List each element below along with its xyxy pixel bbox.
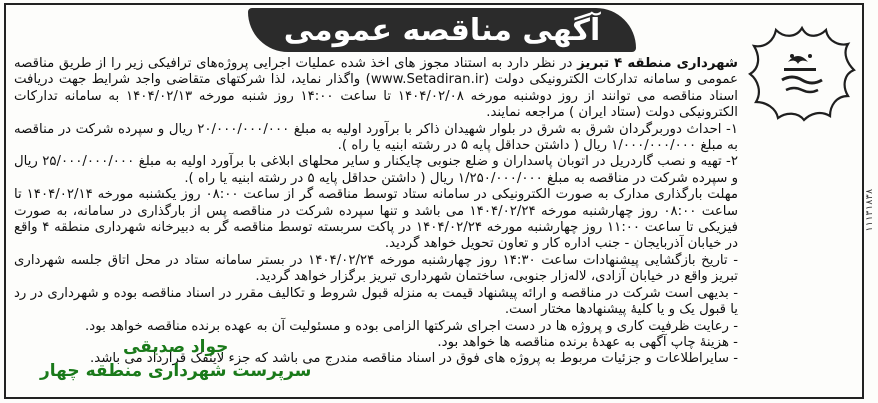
condition-3: - هزینهٔ چاپ آگهی به عهدهٔ برنده مناقصه ها خواهد بود. <box>437 334 738 350</box>
intro-paragraph <box>14 56 738 122</box>
title-banner <box>248 8 636 52</box>
signature-block <box>40 335 311 383</box>
project-item-2: ۲- تهیه و نصب گاردریل در اتوبان پاسداران و ضلع جنوبی چایکنار و سایر محلهای ابلاغی با برآورد اولیه به مبلغ ۲۵/۰۰۰/۰۰۰/۰۰۰ ریال و سپرده شرکت در مناقصه به مبلغ ۱/۲۵۰/۰۰۰/۰۰۰ ریال ( داشتن حداقل پایه ۵ در رشته ابنیه یا راه ). <box>14 154 738 186</box>
issuer-name: شهرداری منطقه ۴ تبریز <box>577 56 738 71</box>
upload-deadline: مهلت بارگذاری مدارک به صورت الکترونیکی در سامانه ستاد توسط مناقصه گر از ساعت ۰۸:۰۰ روز یکشنبه مورخه ۱۴۰۴/۰۲/۱۴ تا ساعت ۰۸:۰۰ روز چهارشنبه مورخه ۱۴۰۴/۰۲/۲۴ می باشد و تنها سپرده شرکت در مناقصه پس از بارگذاری در سامانه، به صورت فیزیکی تا ساعت ۱۱:۰۰ روز چهارشنبه مورخه ۱۴۰۴/۰۲/۲۴ در پاکت سربسته توسط مناقصه گر به دبیرخانه شهرداری منطقه ۴ واقع در خیابان آذربایجان - جنب اداره کار و تعاون تحویل خواهد گردید. <box>14 187 739 252</box>
page-title: آگهی مناقصه عمومی <box>283 12 601 48</box>
notice-body <box>14 56 738 368</box>
condition-2: - رعایت ظرفیت کاری و پروژه ها در دست اجرای شرکتها الزامی بوده و مسئولیت آن به عهده برنده مناقصه خواهد بود. <box>85 318 738 334</box>
signatory-name: جواد صدیقی <box>122 337 229 357</box>
opening-date: - تاریخ بازگشایی پیشنهادات ساعت ۱۴:۳۰ روز چهارشنبه مورخه ۱۴۰۴/۰۲/۲۴ در بستر سامانه ستاد در محل اتاق جلسه شهرداری تبریز واقع در خیابان آزادی، لاله‌زار جنوبی، ساختمان شهرداری تبریز برگزار خواهد گردید. <box>14 252 738 285</box>
project-item-1: ۱- احداث دوربرگردان شرق به شرق در بلوار شهیدان ذاکر با برآورد اولیه به مبلغ ۲۰/۰۰۰/۰۰۰/۰۰۰ ریال و سپرده شرکت در مناقصه به مبلغ ۱/۰۰۰/۰۰۰/۰۰۰ ریال ( داشتن حداقل پایه ۵ در رشته ابنیه یا راه ). <box>14 121 738 154</box>
condition-1: - بدیهی است شرکت در مناقصه و ارائه پیشنهاد قیمت به منزله قبول شروط و تکالیف مقرر در اسناد مناقصه بوده و شهرداری در رد یا قبول یک و یا کلیهٔ پیشنهادها مختار است. <box>14 285 738 318</box>
logo-svg <box>748 22 856 122</box>
intro-text: در نظر دارد به استناد مجوز های اخذ شده عملیات اجرایی پروژه‌های ترافیکی زیر را از طریق مناقصه عمومی و سامانه تدارکات الکترونیکی دولت (www.Setadiran.ir) واگذار نماید، لذا شرکتهای متقاضی واجد شرایط جهت دریافت اسناد مناقصه می توانند از روز دوشنبه مورخه ۱۴۰۴/۰۲/۰۸ تا ساعت ۱۴:۰۰ روز شنبه مورخه ۱۴۰۴/۰۲/۱۳ به سامانه تدارکات الکترونیکی دولت (ستاد ایران ) مراجعه نمایند. <box>14 56 738 121</box>
signatory-title: سرپرست شهرداری منطقه چهار <box>40 361 312 381</box>
side-reference-code: ۱۱۱۳۱۸۳۸ <box>865 188 875 232</box>
tabriz-municipality-logo-icon <box>748 22 856 122</box>
condition-4: - سایراطلاعات و جزئیات مربوط به پروژه های فوق در اسناد مناقصه مندرج می باشد که جزء لاینفک قرارداد می باشد. <box>90 351 738 367</box>
